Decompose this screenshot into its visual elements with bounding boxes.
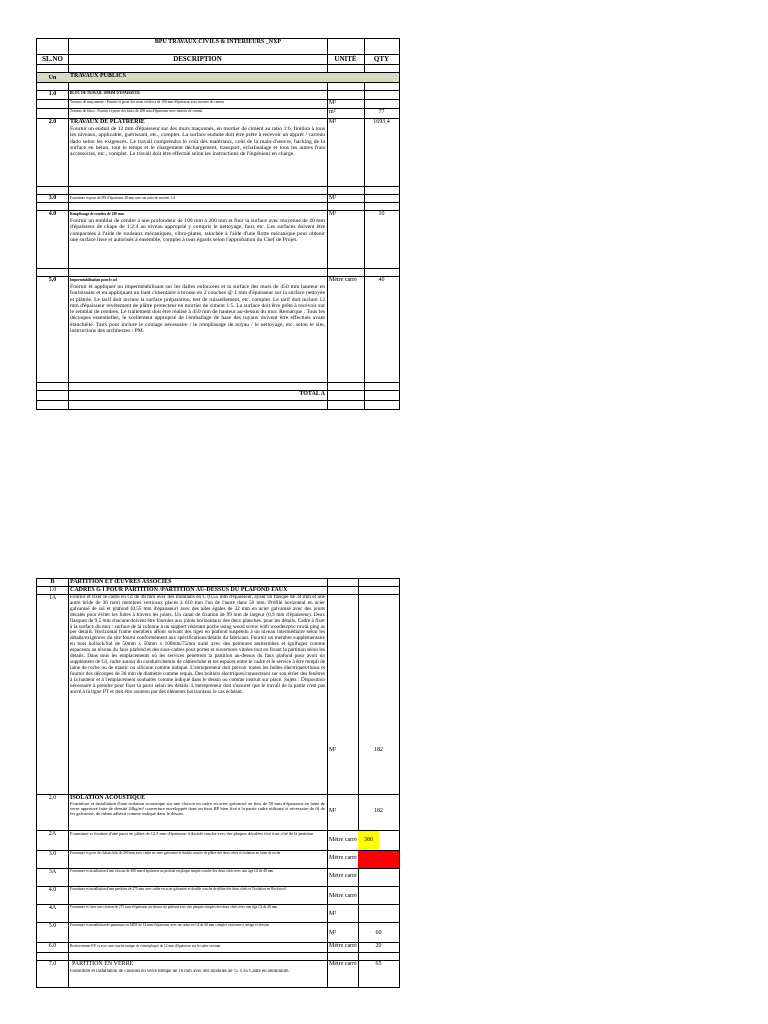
header-slno: SL.NO <box>42 55 63 63</box>
table-row <box>37 868 399 887</box>
total-label: TOTAL A <box>299 391 325 397</box>
item-description: ISOLATION ACOUSTIQUE <box>70 795 146 801</box>
section-label: TRAVAUX PUBLICS <box>70 73 126 79</box>
item-description: Fourniture et pose de IPS d'épaisseur 40 mm avec un ratio de mortier 1:4 <box>70 196 175 200</box>
item-number: 7.0 <box>48 961 57 967</box>
item-qty: 182 <box>374 747 383 753</box>
item-unit: Mètre carré <box>329 961 357 967</box>
table-row <box>37 90 399 97</box>
header-unit: UNITÉ <box>334 55 357 63</box>
item-unit: Mètre carré <box>329 873 357 879</box>
item-description: Fourniture et installation d'une partition de 275 mm avec cadre en acier galvanisé et double couche de plâtre des deux côtés et l'isolation en Rockwool <box>70 887 286 891</box>
item-description: CADRES G I POUR PARTITION /PARTITION AU-DESSUS DU PLAFOND FAUX <box>70 587 288 593</box>
item-description: Fourniture et fixation d'une paroi en plâtre de 12,5 mm d'épaisseur à double couche avec des plaques décalées fixé à un côté de la partition <box>70 831 314 836</box>
table-row <box>37 210 399 217</box>
table-row <box>37 118 399 125</box>
cinder-description: Fournir un remblai de cendre à une profondeur de 100 mm à 200 mm et finir la surface avec moyenne de 40 mm d'épaisseur de chape de 1:2:4 au niveau approprié y compris le nettoyage, faux etc. Les surfaces doivent être compactées à l'aide de rouleaux mécaniques, vibro-plates, talochée à l'aide d'une flotte mécanique pour obtenir une surface lisse et autorisés à ensemble, complet à tous égards selon l'approbation du Chef de Projet. <box>70 218 325 243</box>
item-qty: 65 <box>375 961 382 967</box>
item-number: 4.0 <box>48 211 57 217</box>
item-description: TRAVAUX DE PLÂTRERIE <box>70 119 145 125</box>
glass-description: Fourniture et installation de cloisons en verre trempé de 10 mm avec des modules de 15 x 45 Cadre en aluminium. <box>70 969 290 974</box>
item-unit: Mètre carré <box>329 855 357 861</box>
item-qty: 77 <box>378 109 385 115</box>
section-label: PARTITION ET ŒUVRES ASSOCIÉS <box>70 579 172 585</box>
item-unit: m² <box>329 109 336 115</box>
item-description: PARTITION EN VERRE <box>72 961 134 967</box>
section-row <box>37 578 399 585</box>
table-row <box>37 99 399 106</box>
header-qty: QTY <box>373 55 390 63</box>
item-unit: Mètre carré <box>329 837 357 843</box>
table-row <box>37 904 399 923</box>
item-description: Fourniture et installation d'une cloison de 200 mm d'épaisseur au plafond en plaque simple couche des deux côtés avec une tige GI de 48 mm <box>70 869 274 873</box>
item-unit: M² <box>329 747 337 753</box>
table-row <box>37 886 399 905</box>
item-description: Imperméabilisation pour le sol <box>70 278 117 282</box>
section-number: B <box>50 579 55 585</box>
item-unit: M² <box>329 930 337 936</box>
plaster-description: Fournir un enduit de 12 mm d'épaisseur sur des murs maçonnés, en mortier de ciment au ratio 1:6, finition à tous les niveaux, applicable, guérissant, etc., complet. La surface enduite doit être prête à recevoir un apprêt / carreau dado selon les exigences. Le travail comprendra le coût des matériaux, coût de la main-d'œuvre, hacking de la surface en béton, tout le temps et le chargement déchargement, transport, échafaudage et tous les autres frais accessoires, etc., complet. Le travail doit être effectué selon les instructions de l'ingénieur en charge. <box>70 126 325 158</box>
table-row <box>37 586 399 593</box>
item-qty: 182 <box>374 808 383 814</box>
item-qty: 60 <box>375 930 382 936</box>
item-qty: 10 <box>378 211 385 217</box>
item-description: Renforcement F/F et avec une couche unique de contreplaqué de 12 mm d'épaisseur sur le cadre existant <box>70 944 221 948</box>
item-number: 1.0 <box>48 91 57 97</box>
item-description: Travaux de blocs : Fournir et poser des blocs de 200 mm d'épaisseur avec mortier de ciment <box>70 109 203 113</box>
item-unit: Mètre carré <box>329 893 357 899</box>
item-number: 2.0 <box>48 119 57 125</box>
header-row <box>37 54 399 63</box>
highlight-cell <box>358 851 399 868</box>
item-qty: 20 <box>375 943 382 949</box>
item-qty: 1693,4 <box>373 119 390 125</box>
item-number: 4A <box>48 905 57 911</box>
item-unit: M² <box>329 100 337 106</box>
item-unit: Mètre carré <box>329 277 357 283</box>
section-number: Un <box>48 75 57 81</box>
bpu-sheet-a <box>36 38 400 410</box>
item-unit: M² <box>329 195 337 201</box>
item-qty: 40 <box>378 277 385 283</box>
total-row <box>37 390 399 397</box>
item-number: 3A <box>48 869 57 875</box>
col-line <box>68 38 69 410</box>
table-row <box>37 108 399 115</box>
sheet-title: BPU TRAVAUX CIVILS & INTÉRIEURS _NXP <box>154 39 282 45</box>
col-line <box>364 38 365 410</box>
item-number: 2.0 <box>48 795 57 801</box>
item-number: 5.0 <box>48 923 57 929</box>
acoustic-description: Fourniture et installation d'une isolation acoustique sur une cloison en cadre en acier galvanisé en bois de 50 mm d'épaisseur en laine de verre approuvé faite de densité 24kg/m³ couverture enveloppée dans un tissu RP bien fixé à la partie cadre utilisant si nécessaire de fil de fer galvanisé, de ruban adhésif comme indiqué dans le dessin. <box>70 801 325 817</box>
item-unit: M³ <box>329 211 337 217</box>
item-qty: 380 <box>358 831 379 850</box>
table-row <box>37 850 399 869</box>
item-description: Fourniture et installation de panneaux en MDF de 12 mm d'épaisseur avec un cadre en GI de 48 mm complet conforme à design et dessins <box>70 923 270 927</box>
item-unit: Mètre carré <box>329 943 357 949</box>
frames-description: Fournir et fixer le cadre en GI de 48 mm avec des montants en C (0,55 mm d'épaisseur, ayant un flasque de 34 mm et une autre bride de 36 mm) membres verticaux placés à 610 mm l'un de l'autre dans 50 mm. Profilé horizontal en acier galvanisé de sol et plafond (0,55 mm d'épaisseur) avec des ailes égales de 32 mm en acier galvanisé avec des joints décalés pour éviter les fuites à travers les joints. Un canal de fixation de 99 mm de largeur (0,9 mm d'épaisseur). Deux flasques de 9,5 mm chacune doivent être fournies aux joints horizontaux des deux planches. pour les détails. Cadre à fixer à la surface du mur : surface de la colonne à un support résistant poche using wood screw with wooden/pvc rawal plug as per details. Horizontal frame members afloor suivant des tiges en plafond suspendu à un niveau intermédiaire selon les détails/exigences du site fourni conformément aux spécifications/détails du fabricant. Fournir un membre supplémentaire en bois hollock/Sal de 50mm x 50mm x 100mm/75mm traité avec des peintures antitermites et ignifuges comme espaceurs au niveau du faux plafond et des sous-cadres pour portes et ouvertures vitrées tout en fixant la partition selon les détails. Dans tous les emplacements où les services pénètrent la partition au-dessus du faux plafond pour avoir un supplément de GI, cadre autour du conduit/chemin de câbles/tube et les espaces entre le cadre et le service à être rempli de laine de roche ou de mastic ou silicone comme indiqué. L'entrepreneur doit prévoir toutes les boîtes électriques/tissus et fournir des découpes de 30 mm de diamètre comme requis. Des boîtiers électriques/connecteurs sur son étrier des fenêtres à la hauteur et à l'emplacement souhaités comme indiqué dans le dessin ou comme instruit sur place. Sujets : Disposition nécessaire à prendre pour fixer la paroi selon les détails. L'entrepreneur doit s'assurer que le travail de la partie n'est pas ancré à la ligne PT et doit être soutenu par des éléments horizontaux le cas échéant. <box>70 595 325 695</box>
item-number: 1A <box>48 595 57 601</box>
item-unit: M² <box>329 911 337 917</box>
bpu-sheet-b <box>36 578 400 988</box>
header-description: DESCRIPTION <box>173 55 222 63</box>
item-number: 3.0 <box>48 195 57 201</box>
item-description: BLOC DE TRAVAIL 100MM D'ÉPAISSEUR <box>70 91 140 95</box>
table-row <box>37 276 399 283</box>
item-number: 5,0 <box>48 277 57 283</box>
item-number: 3.0 <box>48 851 57 857</box>
item-number: 1.0 <box>48 587 57 593</box>
table-row <box>37 194 399 201</box>
title-row <box>37 38 399 47</box>
table-row <box>37 960 399 967</box>
item-description: Remplissage de cendres de 200 mm <box>70 212 124 216</box>
item-description: Fourniture et fixer une cloison de 275 mm d'épaisseur au-dessus du plafond avec des plaques simples des deux côtés avec une tige GI de 48 mm <box>70 905 278 909</box>
col-line <box>327 38 328 410</box>
item-unit: M² <box>329 808 337 814</box>
table-row <box>37 922 399 941</box>
item-number: 4.0 <box>48 887 57 893</box>
item-unit: M² <box>329 119 337 125</box>
item-number: 2A <box>48 831 57 837</box>
waterproofing-description: Fournir et appliquer un imperméabilisant sur les dalles enfoncées et la surface des murs de 450 mm hauteur en fournissant et en appliquant un liant cimentaire à brosse en 2 couches @ 1 mm d'épaisseur sur la surface nettoyée et plâtrée. Le tarif doit inclure la surface préparation, test de ruissellement, etc. complet. Le tarif doit inclure 12 mm d'épaisseur revêtement de plâtre protecteur en mortier de ciment 1:5. La surface doit être prête à recevoir sur le remblai de cendres. Le traitement doit être réalisé à 450 mm de hauteur au-dessus du mur. Remarque : Tous les découpes essentielles, le scellement approprié de l'emballage de base des tuyaux doivent être effectués avant étanchéité. Taux pour inclure le coulage nécessaire / le remplissage de noyau / le nettoyage, etc. selon le site, instructions des architectes / PM. <box>70 284 325 335</box>
item-description: Fourniture et pose de châssis bâti de 200 mm avec cadre en acier galvanisé et double couche de plâtre des deux côtés et isolation en laine de roche <box>70 851 281 855</box>
item-description: Travaux de maçonnerie : Fournir et poser des murs en blocs de 100 mm d'épaisseur avec mortier de ciment <box>70 100 224 104</box>
table-row <box>37 830 399 851</box>
item-number: 6.0 <box>48 943 57 949</box>
